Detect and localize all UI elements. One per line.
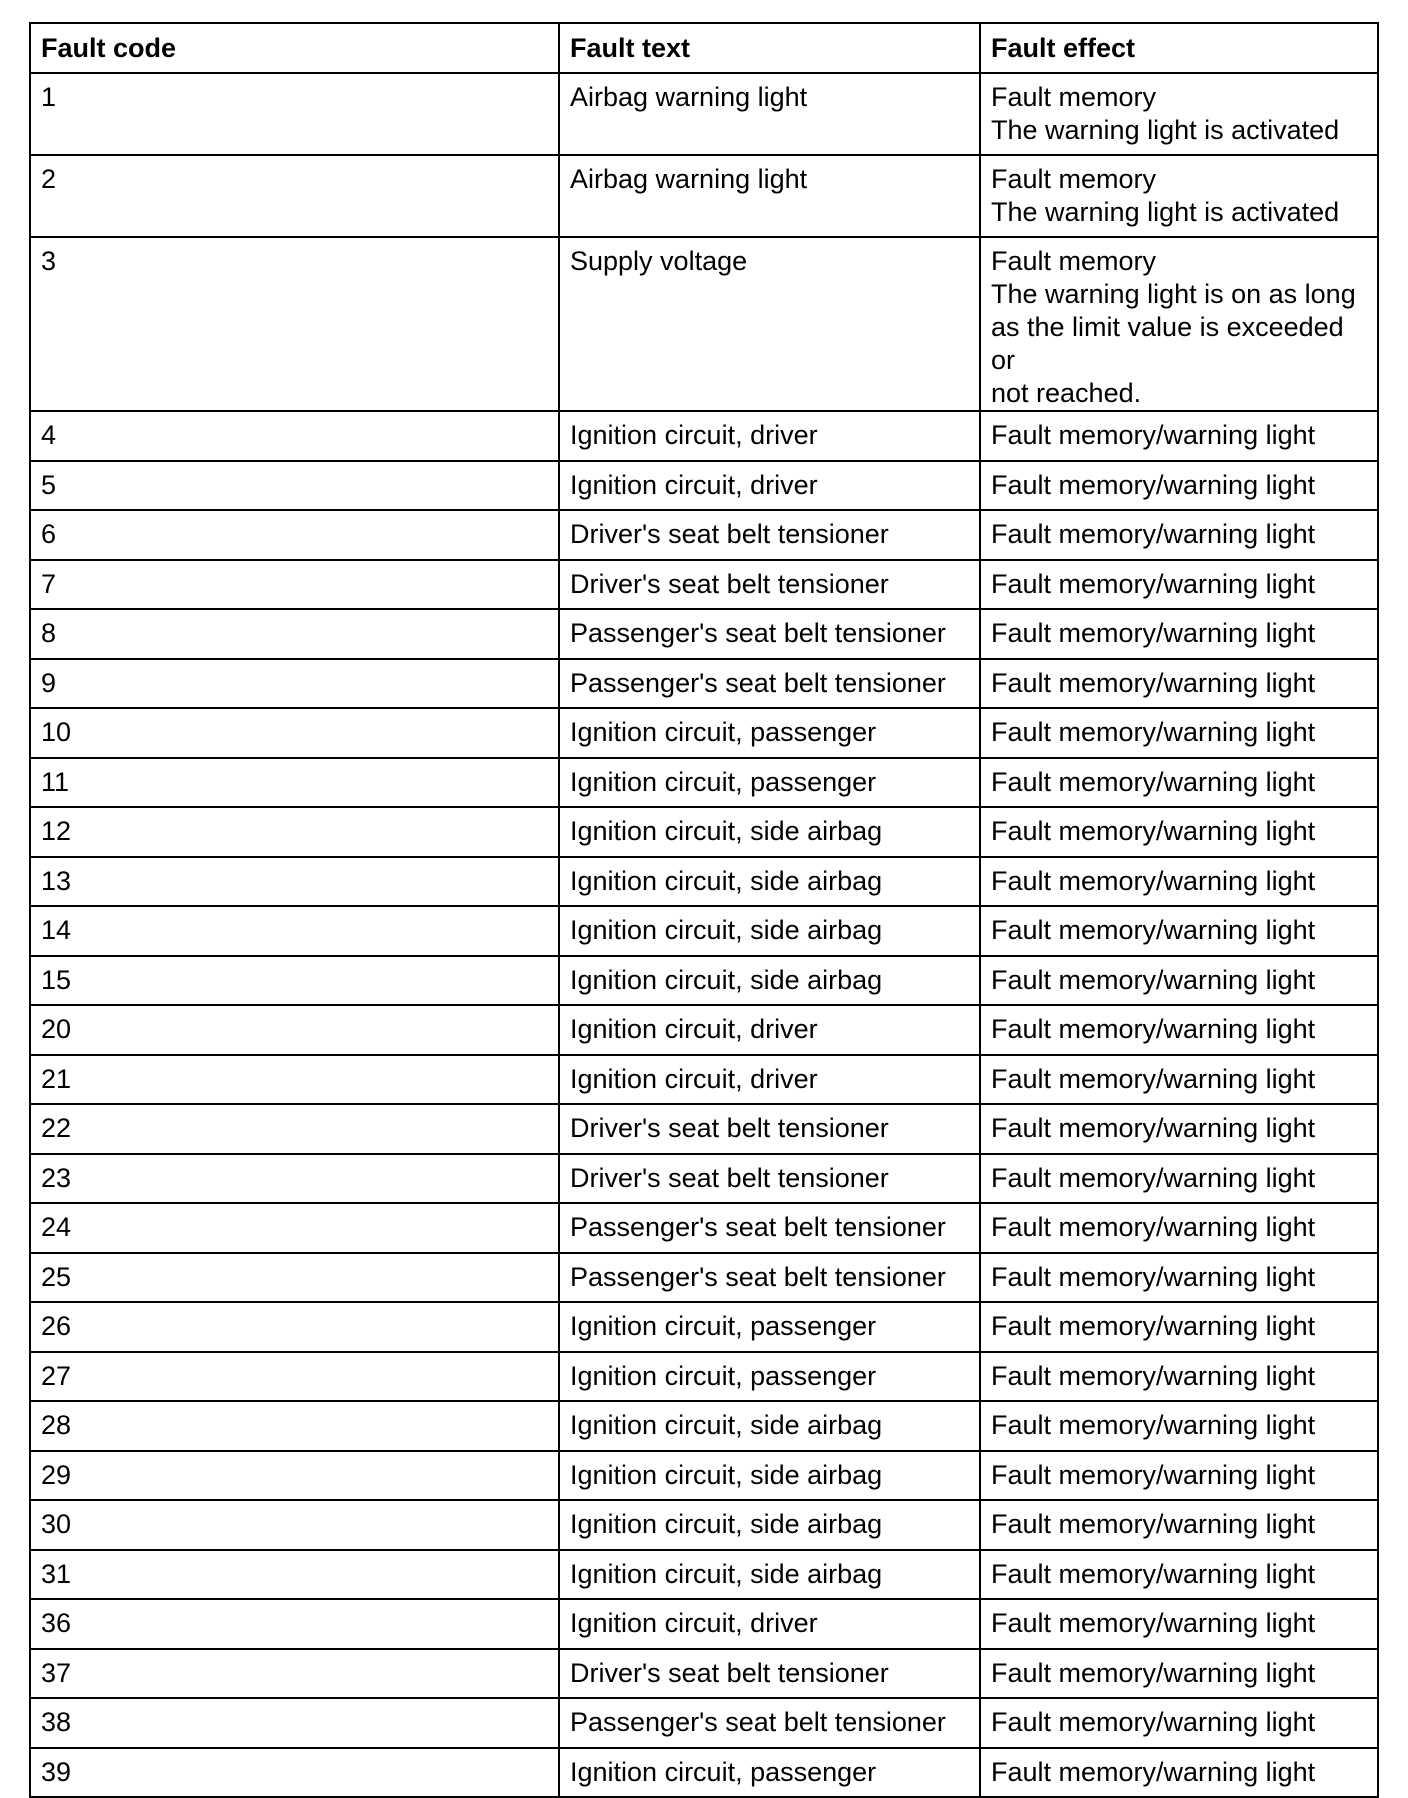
fault-effect-cell — [980, 1005, 1378, 1055]
fault-effect-line: Fault memory — [991, 82, 1157, 112]
fault-text-cell: Ignition circuit, passenger — [559, 758, 980, 808]
fault-effect-line: Fault memory/warning light — [991, 964, 1316, 995]
table-row — [30, 659, 1378, 709]
fault-text-cell: Ignition circuit, side airbag — [559, 1500, 980, 1550]
table-row — [30, 1401, 1378, 1451]
table-body — [30, 73, 1378, 1797]
fault-text-cell: Ignition circuit, passenger — [559, 708, 980, 758]
fault-code-cell: 9 — [30, 659, 559, 709]
fault-text-cell: Ignition circuit, passenger — [559, 1352, 980, 1402]
fault-text-cell: Driver's seat belt tensioner — [559, 1154, 980, 1204]
fault-text-cell: Ignition circuit, passenger — [559, 1302, 980, 1352]
fault-text-cell: Ignition circuit, driver — [559, 1599, 980, 1649]
fault-text-cell: Ignition circuit, side airbag — [559, 1451, 980, 1501]
fault-effect-line: Fault memory/warning light — [991, 1014, 1316, 1044]
fault-code-cell: 29 — [30, 1451, 559, 1501]
fault-text-cell: Driver's seat belt tensioner — [559, 560, 980, 610]
fault-effect-line: Fault memory/warning light — [991, 717, 1316, 747]
table-row — [30, 1550, 1378, 1600]
table-row — [30, 1253, 1378, 1303]
fault-code-table — [29, 22, 1379, 1798]
table-row — [30, 560, 1378, 610]
fault-effect-line: Fault memory/warning light — [991, 1162, 1316, 1193]
fault-effect-line: The warning light is on as long — [991, 279, 1356, 309]
fault-code-cell: 24 — [30, 1203, 559, 1253]
fault-code-cell: 8 — [30, 609, 559, 659]
fault-code-cell: 6 — [30, 510, 559, 560]
fault-effect-line: Fault memory/warning light — [991, 1657, 1316, 1688]
fault-text-cell: Ignition circuit, driver — [559, 411, 980, 461]
table-row — [30, 1005, 1378, 1055]
table-row — [30, 237, 1378, 411]
fault-code-cell: 38 — [30, 1698, 559, 1748]
fault-effect-cell — [980, 237, 1378, 411]
fault-code-cell: 20 — [30, 1005, 559, 1055]
fault-effect-line: The warning light is activated — [991, 197, 1340, 227]
fault-effect-cell — [980, 1698, 1378, 1748]
fault-effect-line: Fault memory/warning light — [991, 1558, 1316, 1589]
table-row — [30, 807, 1378, 857]
fault-code-cell: 21 — [30, 1055, 559, 1105]
fault-effect-line: as the limit value is exceeded or — [991, 312, 1344, 375]
fault-effect-line: Fault memory/warning light — [991, 420, 1316, 450]
fault-effect-line: Fault memory/warning light — [991, 667, 1316, 698]
table-row — [30, 1451, 1378, 1501]
header-fault-text: Fault text — [559, 23, 980, 73]
fault-code-cell: 39 — [30, 1748, 559, 1798]
table-row — [30, 1154, 1378, 1204]
fault-effect-cell — [980, 1302, 1378, 1352]
fault-effect-cell — [980, 1451, 1378, 1501]
fault-text-cell: Ignition circuit, passenger — [559, 1748, 980, 1798]
fault-text-cell: Driver's seat belt tensioner — [559, 1649, 980, 1699]
table-row — [30, 1500, 1378, 1550]
fault-text-cell: Driver's seat belt tensioner — [559, 1104, 980, 1154]
fault-effect-line: Fault memory/warning light — [991, 1509, 1316, 1539]
fault-effect-cell — [980, 461, 1378, 511]
fault-effect-line: Fault memory/warning light — [991, 1311, 1316, 1341]
fault-effect-cell — [980, 807, 1378, 857]
table-row — [30, 510, 1378, 560]
fault-code-cell: 23 — [30, 1154, 559, 1204]
fault-code-cell: 5 — [30, 461, 559, 511]
fault-text-cell: Airbag warning light — [559, 155, 980, 237]
fault-effect-cell — [980, 758, 1378, 808]
fault-code-cell: 28 — [30, 1401, 559, 1451]
fault-code-cell: 15 — [30, 956, 559, 1006]
fault-text-cell: Passenger's seat belt tensioner — [559, 1253, 980, 1303]
fault-effect-line: Fault memory/warning light — [991, 1608, 1316, 1638]
fault-text-cell: Passenger's seat belt tensioner — [559, 659, 980, 709]
fault-text-cell: Ignition circuit, driver — [559, 461, 980, 511]
fault-code-cell: 2 — [30, 155, 559, 237]
table-row — [30, 758, 1378, 808]
fault-effect-line: Fault memory/warning light — [991, 1212, 1316, 1242]
table-row — [30, 1302, 1378, 1352]
fault-effect-line: Fault memory/warning light — [991, 1063, 1316, 1094]
table-row — [30, 906, 1378, 956]
fault-code-table-container — [29, 22, 1377, 1798]
fault-text-cell: Ignition circuit, side airbag — [559, 1550, 980, 1600]
fault-effect-cell — [980, 659, 1378, 709]
fault-code-cell: 7 — [30, 560, 559, 610]
fault-text-cell: Passenger's seat belt tensioner — [559, 1203, 980, 1253]
fault-effect-line: not reached. — [991, 378, 1142, 408]
table-row — [30, 155, 1378, 237]
fault-effect-line: Fault memory/warning light — [991, 1360, 1316, 1391]
fault-effect-cell — [980, 1253, 1378, 1303]
fault-effect-line: Fault memory/warning light — [991, 766, 1316, 797]
fault-code-cell: 37 — [30, 1649, 559, 1699]
fault-text-cell: Ignition circuit, side airbag — [559, 956, 980, 1006]
fault-effect-line: Fault memory/warning light — [991, 1459, 1316, 1490]
table-row — [30, 1055, 1378, 1105]
table-row — [30, 956, 1378, 1006]
table-row — [30, 857, 1378, 907]
fault-effect-cell — [980, 1500, 1378, 1550]
fault-code-cell: 25 — [30, 1253, 559, 1303]
table-row — [30, 1748, 1378, 1798]
fault-effect-line: Fault memory/warning light — [991, 519, 1316, 549]
fault-text-cell: Supply voltage — [559, 237, 980, 411]
fault-code-cell: 36 — [30, 1599, 559, 1649]
table-row — [30, 73, 1378, 155]
fault-effect-line: The warning light is activated — [991, 115, 1340, 145]
fault-effect-line: Fault memory — [991, 246, 1157, 276]
fault-code-cell: 4 — [30, 411, 559, 461]
table-row — [30, 708, 1378, 758]
fault-effect-line: Fault memory/warning light — [991, 1410, 1316, 1440]
fault-effect-line: Fault memory/warning light — [991, 1707, 1316, 1737]
fault-code-cell: 1 — [30, 73, 559, 155]
header-fault-code: Fault code — [30, 23, 559, 73]
table-row — [30, 1698, 1378, 1748]
fault-effect-cell — [980, 1203, 1378, 1253]
fault-effect-cell — [980, 1154, 1378, 1204]
fault-effect-line: Fault memory/warning light — [991, 915, 1316, 945]
fault-text-cell: Ignition circuit, side airbag — [559, 807, 980, 857]
fault-effect-line: Fault memory/warning light — [991, 865, 1316, 896]
fault-effect-cell — [980, 708, 1378, 758]
fault-code-cell: 31 — [30, 1550, 559, 1600]
table-row — [30, 609, 1378, 659]
fault-code-cell: 14 — [30, 906, 559, 956]
table-header-row — [30, 23, 1378, 73]
fault-effect-cell — [980, 1649, 1378, 1699]
fault-code-cell: 26 — [30, 1302, 559, 1352]
table-row — [30, 1203, 1378, 1253]
fault-text-cell: Ignition circuit, side airbag — [559, 1401, 980, 1451]
fault-text-cell: Driver's seat belt tensioner — [559, 510, 980, 560]
fault-effect-cell — [980, 560, 1378, 610]
fault-code-cell: 3 — [30, 237, 559, 411]
fault-effect-cell — [980, 1599, 1378, 1649]
fault-code-cell: 30 — [30, 1500, 559, 1550]
table-row — [30, 461, 1378, 511]
fault-effect-line: Fault memory/warning light — [991, 816, 1316, 846]
fault-code-cell: 12 — [30, 807, 559, 857]
fault-text-cell: Ignition circuit, side airbag — [559, 857, 980, 907]
header-fault-effect: Fault effect — [980, 23, 1378, 73]
fault-code-cell: 22 — [30, 1104, 559, 1154]
fault-text-cell: Passenger's seat belt tensioner — [559, 1698, 980, 1748]
fault-effect-cell — [980, 1401, 1378, 1451]
fault-effect-cell — [980, 956, 1378, 1006]
fault-effect-line: Fault memory/warning light — [991, 1261, 1316, 1292]
fault-code-cell: 13 — [30, 857, 559, 907]
table-row — [30, 411, 1378, 461]
fault-effect-line: Fault memory — [991, 164, 1157, 194]
fault-effect-line: Fault memory/warning light — [991, 568, 1316, 599]
fault-code-cell: 11 — [30, 758, 559, 808]
fault-effect-cell — [980, 857, 1378, 907]
fault-effect-cell — [980, 1352, 1378, 1402]
fault-effect-cell — [980, 1550, 1378, 1600]
fault-effect-line: Fault memory/warning light — [991, 618, 1316, 648]
table-row — [30, 1104, 1378, 1154]
fault-code-cell: 10 — [30, 708, 559, 758]
fault-text-cell: Airbag warning light — [559, 73, 980, 155]
fault-effect-cell — [980, 1104, 1378, 1154]
table-row — [30, 1649, 1378, 1699]
fault-text-cell: Ignition circuit, driver — [559, 1005, 980, 1055]
fault-effect-cell — [980, 411, 1378, 461]
fault-effect-cell — [980, 609, 1378, 659]
fault-text-cell: Ignition circuit, side airbag — [559, 906, 980, 956]
table-row — [30, 1352, 1378, 1402]
fault-effect-cell — [980, 906, 1378, 956]
fault-code-cell: 27 — [30, 1352, 559, 1402]
table-row — [30, 1599, 1378, 1649]
fault-effect-line: Fault memory/warning light — [991, 1113, 1316, 1143]
fault-effect-cell — [980, 155, 1378, 237]
fault-effect-line: Fault memory/warning light — [991, 469, 1316, 500]
fault-effect-line: Fault memory/warning light — [991, 1756, 1316, 1787]
fault-effect-cell — [980, 1055, 1378, 1105]
fault-text-cell: Ignition circuit, driver — [559, 1055, 980, 1105]
fault-effect-cell — [980, 73, 1378, 155]
fault-text-cell: Passenger's seat belt tensioner — [559, 609, 980, 659]
fault-effect-cell — [980, 510, 1378, 560]
fault-effect-cell — [980, 1748, 1378, 1798]
